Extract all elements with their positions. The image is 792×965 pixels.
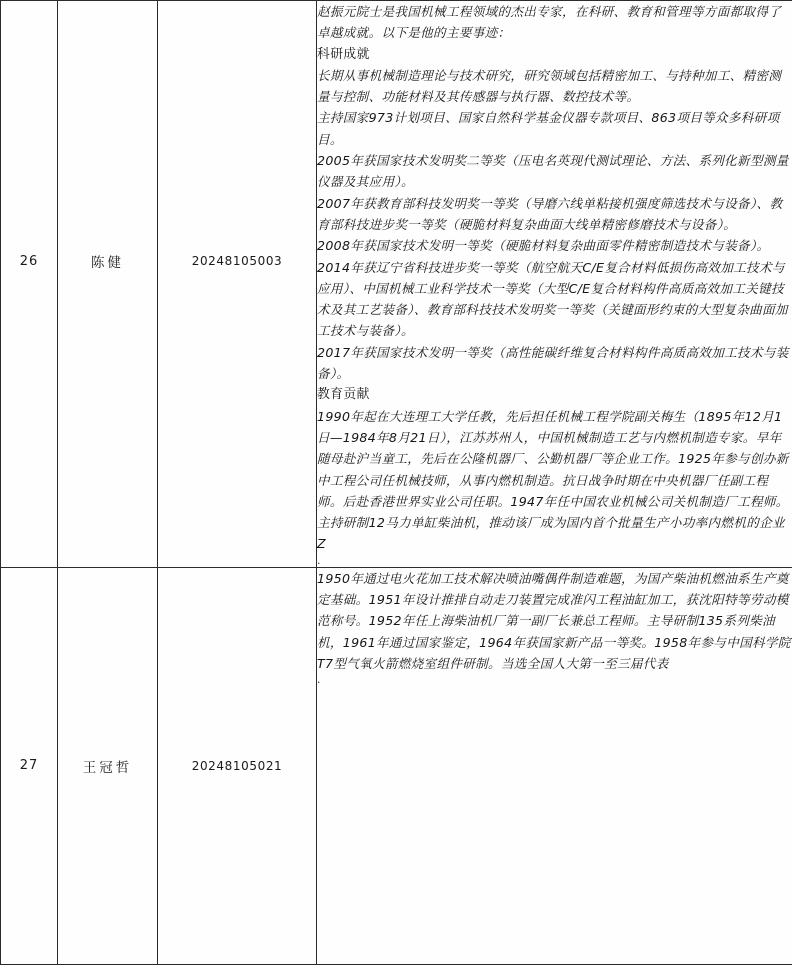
row-id-value: 20248105021 [158, 568, 316, 964]
content-paragraph: 主持国家973计划项目、国家自然科学基金仪器专款项目、863项目等众多科研项目。 [317, 107, 792, 150]
row-name-value: 陈健 [58, 1, 157, 521]
content-paragraph: 1950年通过电火花加工技术解决喷油嘴偶件制造难题，为国产柴油机燃油系生产奠定基础。1951年设计推排自动走刀装置完成准闪工程油缸加工，获沈阳特等劳动模范称号。1952年任上海柴油机厂第一副厂长兼总工程师。主导研制135系列柴油机，1961年通过国家鉴定，1964年获国家新产品一等奖。1958年参与中国科学院T7型气氧火箭燃烧室组件研制。当选全国人大第一至三届代表 [317, 568, 792, 674]
content-paragraph: 2014年获辽宁省科技进步奖一等奖（航空航天C/E复合材料低损伤高效加工技术与应用）、中国机械工业科学技术一等奖（大型C/E复合材料构件高质高效加工关键技术及其工艺装备）、教育部科技技术发明奖一等奖（关键面形约束的大型复杂曲面加工技术与装备）。 [317, 257, 792, 342]
row-content-cell [317, 1, 792, 568]
content-section-heading: 教育贡献 [317, 384, 792, 405]
row-index-cell [1, 567, 58, 964]
row-index-value: 26 [1, 1, 57, 521]
row-index-value: 27 [1, 568, 57, 964]
row-name-cell [58, 1, 158, 568]
content-paragraph: 1990年起在大连理工大学任教，先后担任机械工程学院副关梅生（1895年12月1日—1984年8月21日），江苏苏州人，中国机械制造工艺与内燃机制造专家。早年随母赴沪当童工，先后在公隆机器厂、公勤机器厂等企业工作。1925年参与创办新中工程公司任机械技师，从事内燃机制造。抗日战争时期在中央机器厂任副工程师。后赴香港世界实业公司任职。1947年任中国农业机械公司关机制造厂工程师。主持研制12马力单缸柴油机，推动该厂成为国内首个批量生产小功率内燃机的企业Z [317, 406, 792, 555]
content-paragraph: 2007年获教育部科技发明奖一等奖（导磨六线单粘接机强度筛选技术与设备）、教育部科技进步奖一等奖（硬脆材料复杂曲面大线单精密修磨技术与设备）。 [317, 193, 792, 236]
row-name-value: 王冠哲 [58, 568, 157, 964]
row-index-cell [1, 1, 58, 568]
row-id-value: 20248105003 [158, 1, 316, 521]
table-row [1, 1, 792, 568]
content-section-heading: 科研成就 [317, 44, 792, 65]
content-trailing-mark: . [317, 674, 792, 686]
row-name-cell [58, 567, 158, 964]
content-paragraph: 2008年获国家技术发明一等奖（硬脆材料复杂曲面零件精密制造技术与装备）。 [317, 235, 792, 256]
row-id-cell [158, 1, 317, 568]
content-trailing-mark: . [317, 555, 792, 567]
content-paragraph: 2017年获国家技术发明一等奖（高性能碳纤维复合材料构件高质高效加工技术与装备）。 [317, 342, 792, 385]
content-paragraph: 长期从事机械制造理论与技术研究，研究领域包括精密加工、与持种加工、精密测量与控制、功能材料及其传感器与执行器、数控技术等。 [317, 65, 792, 108]
row-id-cell [158, 567, 317, 964]
content-paragraph: 赵振元院士是我国机械工程领域的杰出专家，在科研、教育和管理等方面都取得了卓越成就。以下是他的主要事迹： [317, 1, 792, 44]
content-paragraph: 2005年获国家技术发明奖二等奖（压电名英现代测试理论、方法、系列化新型测量仪器及其应用）。 [317, 150, 792, 193]
row-content-cell [317, 567, 792, 964]
table-row [1, 567, 792, 964]
